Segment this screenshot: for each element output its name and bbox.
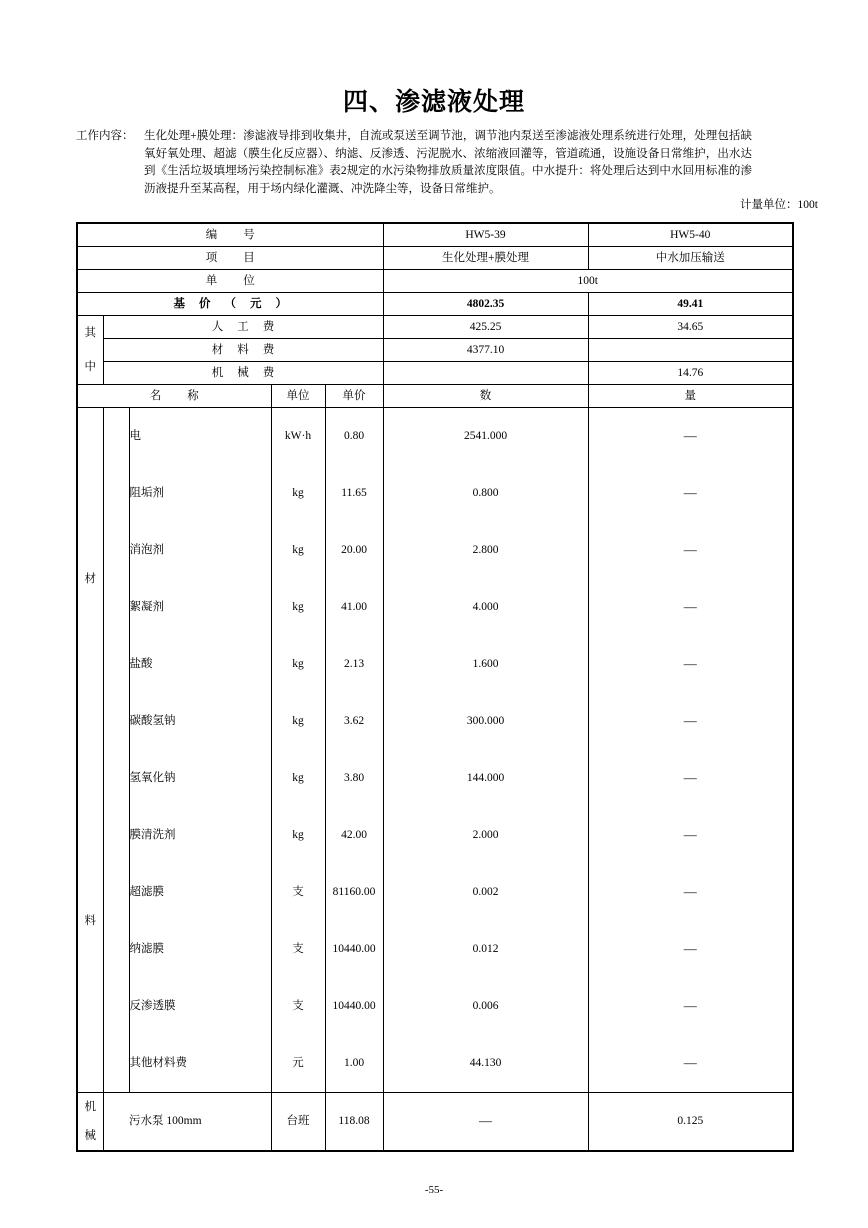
cell-material-qty1-9: 0.012 [383, 921, 588, 978]
cell-material-price-1: 11.65 [325, 465, 383, 522]
cell-machinery-gutter-0 [103, 1093, 129, 1152]
cell-material-qty2-4: — [588, 636, 793, 693]
cell-material-name-0: 电 [129, 408, 271, 466]
cell-material-unit-8: 支 [271, 864, 325, 921]
cell-material-qty2-8: — [588, 864, 793, 921]
cell-material-gutter-5 [103, 693, 129, 750]
cell-material-cost-hw539: 4377.10 [383, 339, 588, 362]
cell-material-price-2: 20.00 [325, 522, 383, 579]
cell-material-unit-3: kg [271, 579, 325, 636]
cell-material-name-2: 消泡剂 [129, 522, 271, 579]
cell-material-price-4: 2.13 [325, 636, 383, 693]
cell-project-hw540: 中水加压输送 [588, 247, 793, 270]
cell-base-price-label: 基价（元） [77, 293, 383, 316]
cell-material-price-0: 0.80 [325, 408, 383, 466]
cell-material-price-6: 3.80 [325, 750, 383, 807]
cell-material-qty1-0: 2541.000 [383, 408, 588, 466]
cell-machinery-qty1-0: — [383, 1093, 588, 1152]
table-row-material-9 [77, 921, 793, 978]
measure-unit-note: 计量单位：100t [740, 199, 818, 211]
col-header-quantity-right: 量 [588, 385, 793, 408]
cell-material-name-6: 氢氧化钠 [129, 750, 271, 807]
cell-material-unit-6: kg [271, 750, 325, 807]
table-row-base-price [77, 293, 793, 316]
cell-material-gutter-10 [103, 978, 129, 1035]
work-content-label: 工作内容： [76, 130, 134, 142]
table-row-material-10 [77, 978, 793, 1035]
machinery-char-2: 械 [84, 1129, 96, 1142]
cell-material-gutter-8 [103, 864, 129, 921]
cell-machinery-price-0: 118.08 [325, 1093, 383, 1152]
cell-machinery-qty2-0: 0.125 [588, 1093, 793, 1152]
table-row-code [77, 223, 793, 247]
cell-material-unit-4: kg [271, 636, 325, 693]
cell-material-gutter-2 [103, 522, 129, 579]
cell-material-price-10: 10440.00 [325, 978, 383, 1035]
cell-labor-cost-label: 人工费 [103, 316, 383, 339]
table-row-material-2 [77, 522, 793, 579]
cell-material-name-8: 超滤膜 [129, 864, 271, 921]
cell-material-unit-7: kg [271, 807, 325, 864]
cell-material-qty1-3: 4.000 [383, 579, 588, 636]
cell-material-qty1-8: 0.002 [383, 864, 588, 921]
cell-material-qty1-7: 2.000 [383, 807, 588, 864]
cell-unit-label: 单位 [77, 270, 383, 293]
table-row-material-5 [77, 693, 793, 750]
cell-material-cost-hw540 [588, 339, 793, 362]
col-header-unit: 单位 [271, 385, 325, 408]
cell-unit-value: 100t [383, 270, 793, 293]
cell-material-qty1-2: 2.800 [383, 522, 588, 579]
cell-material-qty2-11: — [588, 1035, 793, 1093]
table-row-machinery-cost [77, 362, 793, 385]
table-row-material-6 [77, 750, 793, 807]
work-content-block [76, 128, 752, 198]
material-char-1: 材 [84, 572, 96, 585]
cell-material-qty1-1: 0.800 [383, 465, 588, 522]
work-content-text: 生化处理+膜处理：渗滤液导排到收集井，自流或泵送至调节池，调节池内泵送至渗滤液处理系统进行处理，处理包括缺氧好氧处理、超滤（膜生化反应器）、纳滤、反渗透、污泥脱水、浓缩液回灌等，管道疏通，设施设备日常维护，出水达到《生活垃圾填埋场污染控制标准》表2规定的水污染物排放质量浓度限值。中水提升：将处理后达到中水回用标准的渗沥液提升至某高程，用于场内绿化灌溉、冲洗降尘等，设备日常维护。 [144, 130, 752, 195]
cell-material-name-7: 膜清洗剂 [129, 807, 271, 864]
table-row-material-0 [77, 408, 793, 466]
cell-material-unit-11: 元 [271, 1035, 325, 1093]
cell-material-price-9: 10440.00 [325, 921, 383, 978]
cell-material-price-8: 81160.00 [325, 864, 383, 921]
table-row-unit [77, 270, 793, 293]
table-row-material-4 [77, 636, 793, 693]
cell-material-gutter-9 [103, 921, 129, 978]
cell-material-qty1-10: 0.006 [383, 978, 588, 1035]
cell-labor-cost-hw540: 34.65 [588, 316, 793, 339]
cell-material-qty2-0: — [588, 408, 793, 466]
cell-material-gutter-4 [103, 636, 129, 693]
cell-material-gutter-3 [103, 579, 129, 636]
cell-machinery-cost-label: 机械费 [103, 362, 383, 385]
cell-material-qty2-1: — [588, 465, 793, 522]
table-row-material-7 [77, 807, 793, 864]
cell-material-name-3: 絮凝剂 [129, 579, 271, 636]
cell-material-name-10: 反渗透膜 [129, 978, 271, 1035]
cell-material-price-3: 41.00 [325, 579, 383, 636]
cell-code-hw539: HW5-39 [383, 223, 588, 247]
cell-material-qty1-6: 144.000 [383, 750, 588, 807]
cell-material-unit-2: kg [271, 522, 325, 579]
cell-machinery-unit-0: 台班 [271, 1093, 325, 1152]
material-char-2: 料 [84, 914, 96, 927]
cell-material-qty2-5: — [588, 693, 793, 750]
cell-material-unit-9: 支 [271, 921, 325, 978]
page-number: -55- [424, 1184, 444, 1196]
table-row-machinery-0 [77, 1093, 793, 1152]
cell-material-unit-5: kg [271, 693, 325, 750]
cell-material-qty2-10: — [588, 978, 793, 1035]
machinery-char-1: 机 [84, 1101, 96, 1114]
cell-material-price-5: 3.62 [325, 693, 383, 750]
cell-machinery-cost-hw540: 14.76 [588, 362, 793, 385]
table-row-material-11 [77, 1035, 793, 1093]
cell-project-label: 项目 [77, 247, 383, 270]
cell-material-gutter-7 [103, 807, 129, 864]
cell-material-qty1-11: 44.130 [383, 1035, 588, 1093]
table-row-project [77, 247, 793, 270]
table-row-column-headers [77, 385, 793, 408]
page-title: 四、渗滤液处理 [342, 87, 525, 116]
cell-material-unit-1: kg [271, 465, 325, 522]
cell-material-qty1-4: 1.600 [383, 636, 588, 693]
cell-material-name-11: 其他材料费 [129, 1035, 271, 1093]
cell-material-unit-0: kW·h [271, 408, 325, 466]
table-row-material-8 [77, 864, 793, 921]
table-row-material-cost [77, 339, 793, 362]
quota-table [76, 222, 794, 1152]
cell-code-label: 编号 [77, 223, 383, 247]
table-row-material-1 [77, 465, 793, 522]
cell-base-price-hw539: 4802.35 [383, 293, 588, 316]
cell-material-unit-10: 支 [271, 978, 325, 1035]
cell-material-gutter-6 [103, 750, 129, 807]
cell-material-qty2-3: — [588, 579, 793, 636]
cell-material-name-4: 盐酸 [129, 636, 271, 693]
cell-machinery-name-0: 污水泵 100mm [129, 1093, 271, 1152]
among-char-2: 中 [84, 360, 96, 373]
cell-material-name-1: 阻垢剂 [129, 465, 271, 522]
col-header-quantity-left: 数 [383, 385, 588, 408]
cell-code-hw540: HW5-40 [588, 223, 793, 247]
cell-material-qty2-2: — [588, 522, 793, 579]
table-row-material-3 [77, 579, 793, 636]
cell-material-section-label [77, 408, 103, 1093]
cell-material-qty2-9: — [588, 921, 793, 978]
col-header-name: 名称 [77, 385, 271, 408]
cell-material-price-11: 1.00 [325, 1035, 383, 1093]
cell-among-label [77, 316, 103, 385]
cell-material-cost-label: 材料费 [103, 339, 383, 362]
cell-machinery-section-label [77, 1093, 103, 1152]
cell-material-gutter-1 [103, 465, 129, 522]
cell-base-price-hw540: 49.41 [588, 293, 793, 316]
cell-labor-cost-hw539: 425.25 [383, 316, 588, 339]
cell-material-gutter-11 [103, 1035, 129, 1093]
cell-material-name-9: 纳滤膜 [129, 921, 271, 978]
among-char-1: 其 [84, 326, 96, 339]
cell-material-qty2-6: — [588, 750, 793, 807]
cell-material-qty2-7: — [588, 807, 793, 864]
cell-material-name-5: 碳酸氢钠 [129, 693, 271, 750]
cell-machinery-cost-hw539 [383, 362, 588, 385]
cell-project-hw539: 生化处理+膜处理 [383, 247, 588, 270]
col-header-price: 单价 [325, 385, 383, 408]
cell-material-qty1-5: 300.000 [383, 693, 588, 750]
cell-material-price-7: 42.00 [325, 807, 383, 864]
table-row-labor-cost [77, 316, 793, 339]
cell-material-gutter-0 [103, 408, 129, 466]
